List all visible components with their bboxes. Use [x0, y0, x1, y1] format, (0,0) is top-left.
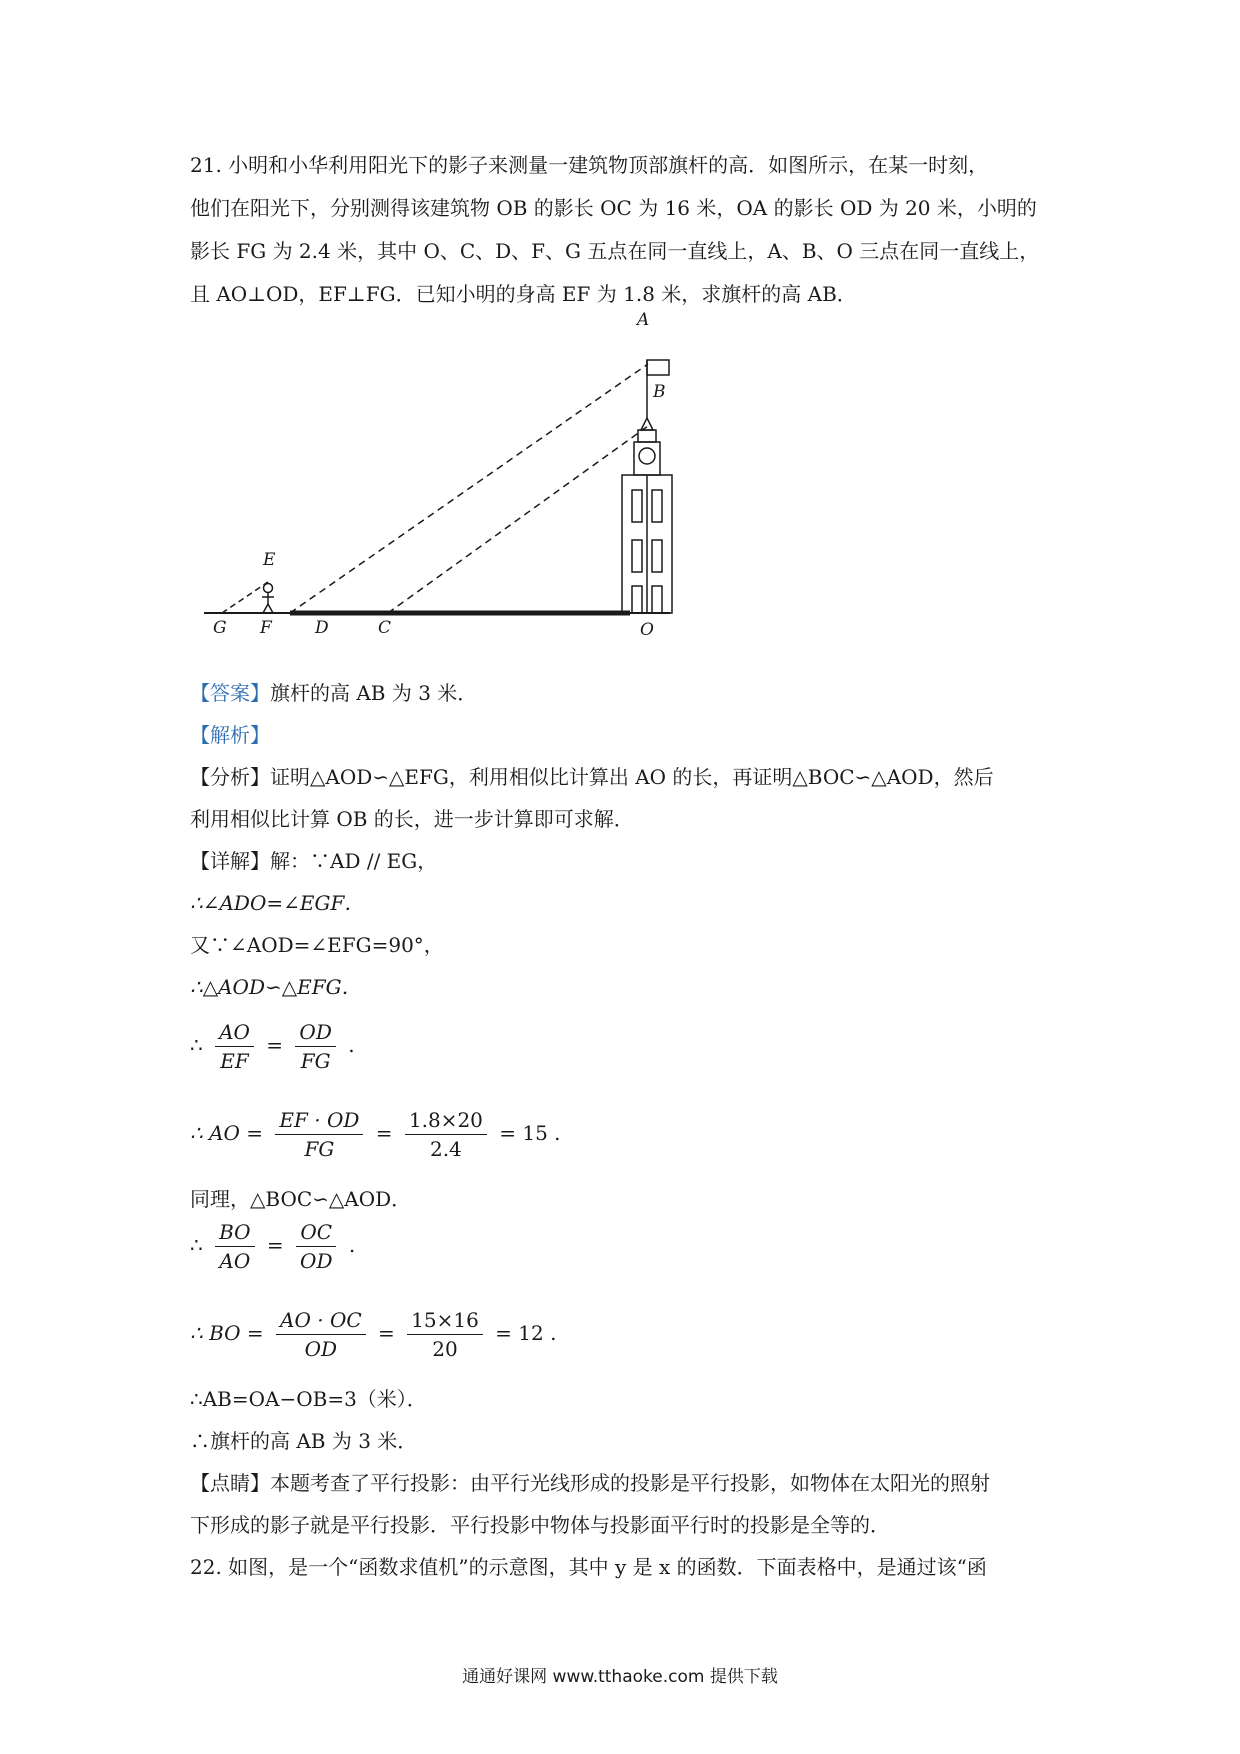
label-A: A — [637, 310, 650, 330]
equals-sign: = — [266, 1233, 284, 1257]
detail-line-7: ∴旗杆的高 AB 为 3 米． — [190, 1429, 418, 1453]
fraction-eq-4-suffix: = 12 . — [495, 1321, 557, 1345]
label-F: F — [260, 618, 272, 638]
analysis-line-2: 利用相似比计算 OB 的长，进一步计算即可求解． — [190, 807, 634, 831]
detail-line-5: 同理，△BOC∽△AOD． — [190, 1187, 412, 1211]
label-G: G — [213, 618, 227, 638]
detail-line-1 — [190, 846, 437, 876]
fraction-eq-1 — [190, 1018, 355, 1075]
page-footer: 通通好课网 www.tthaoke.com 提供下载 — [462, 1667, 778, 1687]
answer-tag: 【答案】 — [190, 681, 270, 705]
fraction-eq-2 — [190, 1106, 561, 1163]
detail-text-1: 解：∵AD // EG， — [270, 849, 438, 873]
fraction-eq-1-suffix: . — [348, 1033, 355, 1057]
equals-sign: = — [375, 1121, 393, 1145]
comment-line-2: 下形成的影子就是平行投影．平行投影中物体与投影面平行时的投影是全等的． — [190, 1513, 890, 1537]
fraction-AOOC-OD: $\frac{AO \cdot OC}{OD}$ — [276, 1306, 366, 1363]
problem-21-line-3: 影长 FG 为 2.4 米，其中 O、C、D、F、G 五点在同一直线上，A、B、O 三点在同一直线上， — [190, 239, 1040, 263]
fraction-OC-OD: $\frac{OC}{OD}$ — [296, 1218, 336, 1275]
detail-line-3: 又∵∠AOD=∠EFG=90°， — [190, 933, 444, 957]
fraction-eq-3 — [190, 1218, 355, 1275]
fraction-eq-4-prefix: ∴ BO = — [190, 1321, 264, 1345]
fraction-OD-FG: $\frac{OD}{FG}$ — [295, 1018, 335, 1075]
fraction-eq-4 — [190, 1306, 556, 1363]
label-B: B — [653, 382, 666, 402]
detail-tag: 【详解】 — [190, 849, 270, 873]
equals-sign: = — [266, 1033, 284, 1057]
fraction-eq-2-prefix: ∴ AO = — [190, 1121, 264, 1145]
detail-line-4: ∴△AOD∽△EFG． — [190, 975, 362, 999]
answer-line — [190, 678, 477, 708]
analysis-tag: 【分析】 — [190, 765, 270, 789]
label-D: D — [315, 618, 329, 638]
comment-text-1: 本题考查了平行投影：由平行光线形成的投影是平行投影，如物体在太阳光的照射 — [270, 1471, 990, 1495]
fraction-eq-2-suffix: = 15 . — [499, 1121, 561, 1145]
figure-labels — [190, 310, 710, 650]
problem-21-line-2: 他们在阳光下，分别测得该建筑物 OB 的影长 OC 为 16 米，OA 的影长 OD 为 20 米，小明的 — [190, 196, 1037, 220]
label-C: C — [378, 618, 392, 638]
fraction-eq-1-prefix: ∴ — [190, 1033, 203, 1057]
fraction-BO-AO: $\frac{BO}{AO}$ — [215, 1218, 254, 1275]
fraction-eq-3-suffix: . — [348, 1233, 356, 1257]
fraction-AO-EF: $\frac{AO}{EF}$ — [215, 1018, 254, 1075]
problem-22-line-1: 22. 如图，是一个“函数求值机”的示意图，其中 y 是 x 的函数．下面表格中，是通过该“函 — [190, 1555, 987, 1579]
equals-sign: = — [378, 1321, 395, 1345]
problem-21-line-1: 21. 小明和小华利用阳光下的影子来测量一建筑物顶部旗杆的高．如图所示，在某一时刻， — [190, 153, 989, 177]
label-O: O — [640, 620, 654, 640]
answer-text: 旗杆的高 AB 为 3 米． — [270, 681, 478, 705]
analysis-section-tag: 【解析】 — [190, 723, 270, 747]
fraction-numeric-1: $\frac{1.8\times 20}{2.4}$ — [405, 1106, 487, 1163]
detail-line-2: ∴∠ADO=∠EGF． — [190, 891, 365, 915]
detail-line-6: ∴AB=OA−OB=3（米）． — [190, 1387, 427, 1411]
analysis-text-1: 证明△AOD∽△EFG，利用相似比计算出 AO 的长，再证明△BOC∽△AOD，然后 — [270, 765, 994, 789]
comment-tag: 【点睛】 — [190, 1471, 270, 1495]
comment-line-1 — [190, 1468, 990, 1498]
problem-21-line-4: 且 AO⊥OD，EF⊥FG．已知小明的身高 EF 为 1.8 米，求旗杆的高 AB． — [190, 282, 857, 306]
fraction-eq-3-prefix: ∴ — [190, 1233, 203, 1257]
analysis-line-1 — [190, 762, 994, 792]
fraction-numeric-2: $\frac{15\times 16}{20}$ — [407, 1306, 483, 1363]
label-E: E — [263, 550, 276, 570]
fraction-EFOD-FG: $\frac{EF \cdot OD}{FG}$ — [275, 1106, 363, 1163]
